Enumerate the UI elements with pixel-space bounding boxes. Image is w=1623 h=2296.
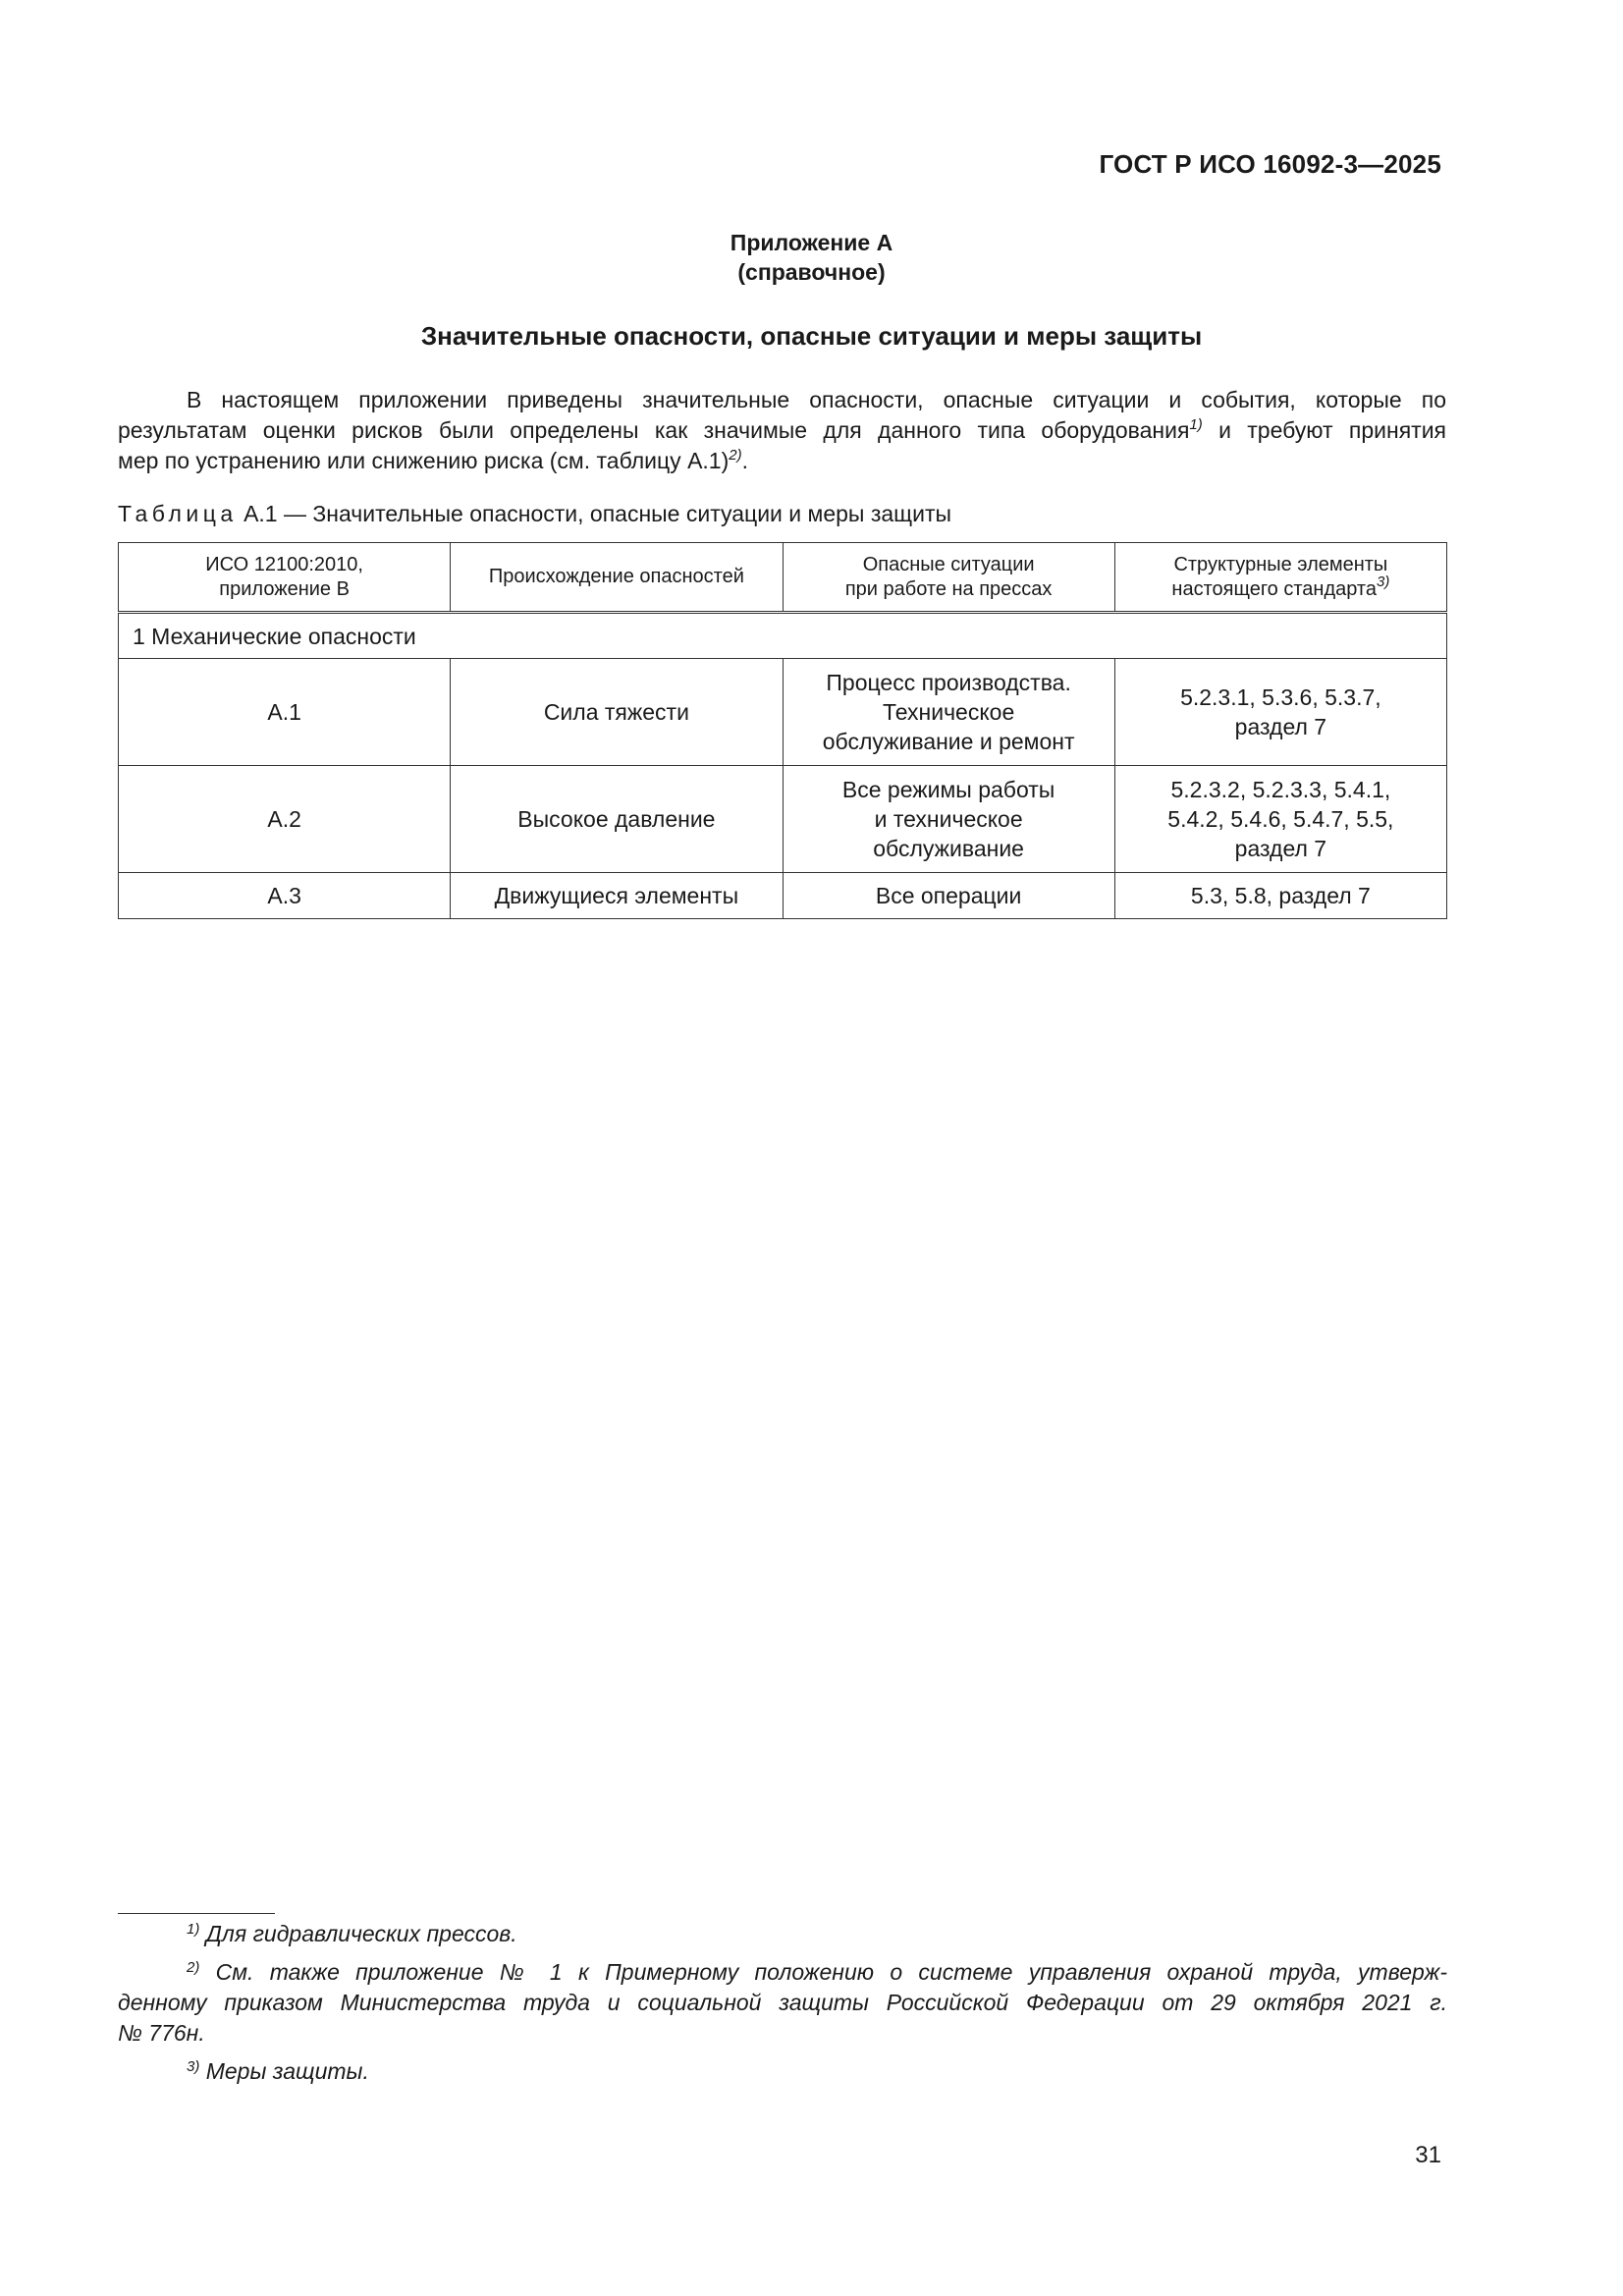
cell-elements (1114, 659, 1446, 766)
header-standard-elements (1114, 543, 1446, 613)
cell-line: раздел 7 (1234, 836, 1327, 861)
intro-line-1: В настоящем приложении приведены значительные опасности, опасные ситуации и события, которые по (187, 387, 1446, 412)
footnotes (118, 1919, 1447, 2095)
cell-elements (1114, 766, 1446, 873)
footnote-2 (118, 1957, 1447, 2049)
cell-ref: А.1 (119, 659, 451, 766)
table-header-row (119, 543, 1447, 613)
table-row (119, 766, 1447, 873)
cell-line: 5.4.2, 5.4.6, 5.4.7, 5.5, (1167, 806, 1394, 832)
header-hazard-origin: Происхождение опасностей (451, 543, 783, 613)
footnote-ref-1: 1) (1189, 416, 1203, 433)
footnote-line (118, 1957, 1447, 1988)
cell-line: обслуживание (873, 836, 1024, 861)
cell-line: 5.3, 5.8, раздел 7 (1190, 883, 1371, 908)
footnote-separator (118, 1913, 275, 1914)
footnote-mark: 2) (187, 1959, 200, 1976)
footnote-ref-3: 3) (1377, 573, 1390, 590)
cell-line: Процесс производства. (826, 670, 1071, 695)
intro-text: . (741, 448, 748, 473)
cell-origin: Движущиеся элементы (451, 873, 783, 919)
cell-situation (783, 659, 1114, 766)
footnote-ref-2: 2) (729, 447, 742, 464)
cell-ref: А.2 (119, 766, 451, 873)
cell-line: обслуживание и ремонт (822, 729, 1075, 754)
cell-situation (783, 873, 1114, 919)
footnote-mark: 1) (187, 1921, 200, 1938)
footnote-line: № 776н. (118, 2020, 205, 2046)
cell-line: и техническое (874, 806, 1023, 832)
table-caption-label: Таблица (118, 501, 238, 526)
cell-origin: Сила тяжести (451, 659, 783, 766)
intro-paragraph (118, 385, 1446, 476)
appendix-title: Приложение А (730, 230, 893, 255)
header-text: Структурные элементы (1173, 553, 1388, 575)
hazards-table (118, 542, 1447, 919)
table-row (119, 659, 1447, 766)
table-caption (118, 501, 951, 527)
cell-line: Все режимы работы (841, 777, 1055, 802)
footnote-1 (118, 1919, 1447, 1949)
document-code: ГОСТ Р ИСО 16092-3—2025 (1099, 149, 1441, 179)
cell-line: Все операции (875, 883, 1022, 908)
table-section-row (119, 613, 1447, 659)
intro-text: и требуют принятия (1202, 417, 1446, 443)
cell-line: 5.2.3.2, 5.2.3.3, 5.4.1, (1170, 777, 1391, 802)
cell-line: 5.2.3.1, 5.3.6, 5.3.7, (1180, 684, 1381, 710)
page-number: 31 (1415, 2142, 1441, 2168)
section-mechanical-hazards: 1 Механические опасности (119, 613, 1447, 659)
header-text: приложение В (219, 577, 350, 600)
cell-elements (1114, 873, 1446, 919)
cell-ref: А.3 (119, 873, 451, 919)
header-text: Опасные ситуации (862, 553, 1035, 575)
footnote-text: Меры защиты. (199, 2058, 369, 2084)
footnote-text: См. также приложение № 1 к Примерному положению о системе управления охраной труда, утверж- (199, 1959, 1447, 1985)
intro-line-3 (118, 446, 1446, 476)
intro-line-2 (118, 415, 1446, 446)
cell-line: Техническое (882, 699, 1015, 725)
footnote-line (118, 1919, 1447, 1949)
footnote-3 (118, 2056, 1447, 2087)
header-text: ИСО 12100:2010, (205, 553, 363, 575)
cell-origin: Высокое давление (451, 766, 783, 873)
header-text: при работе на прессах (844, 577, 1053, 600)
intro-text: мер по устранению или снижению риска (см. таблицу А.1) (118, 448, 730, 473)
cell-line: раздел 7 (1234, 714, 1327, 739)
intro-text: результатам оценки рисков были определены как значимые для данного типа оборудования (118, 417, 1190, 443)
header-hazardous-situations (783, 543, 1114, 613)
footnote-mark: 3) (187, 2058, 200, 2075)
appendix-main-title: Значительные опасности, опасные ситуации и меры защиты (420, 321, 1203, 351)
footnote-line (118, 2056, 1447, 2087)
header-text: настоящего стандарта (1171, 577, 1377, 600)
header-iso-reference (119, 543, 451, 613)
table-row (119, 873, 1447, 919)
table-caption-text: А.1 — Значительные опасности, опасные ситуации и меры защиты (237, 501, 952, 526)
footnote-line: денному приказом Министерства труда и социальной защиты Российской Федерации от 29 октября 2021 г. (118, 1990, 1447, 2015)
appendix-subtitle: (справочное) (737, 259, 886, 285)
cell-situation (783, 766, 1114, 873)
footnote-text: Для гидравлических прессов. (199, 1921, 517, 1946)
